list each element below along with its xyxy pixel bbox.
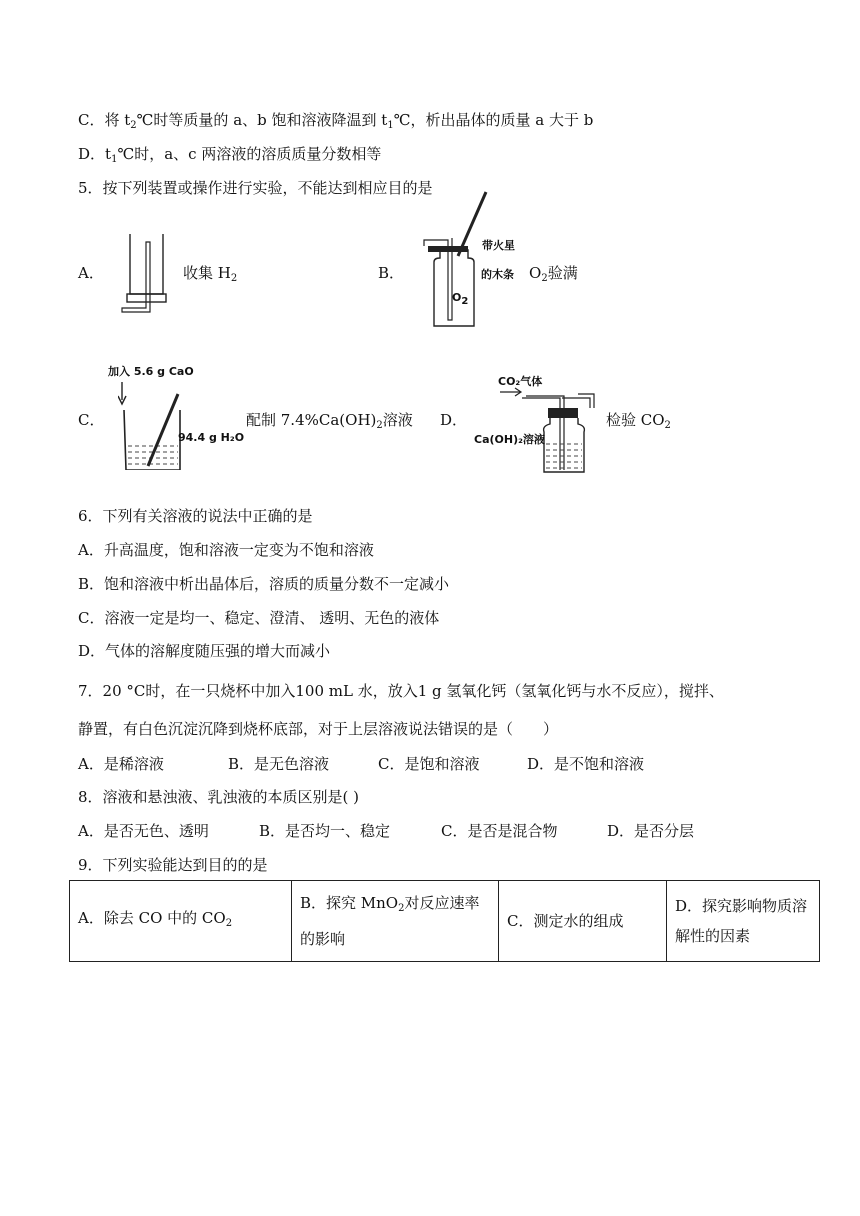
q5-a-letter: A．: [78, 264, 104, 282]
q7-option-d: D．是不饱和溶液: [527, 755, 645, 773]
q9-options-table: [69, 880, 820, 962]
q5-d-gas-label: CO₂气体: [498, 375, 543, 388]
q6-option-a: A．升高温度，饱和溶液一定变为不饱和溶液: [78, 541, 374, 559]
q5-a-text: 收集 $H_2$: [183, 264, 238, 284]
q5-d-solution-label: Ca(OH)₂溶液: [474, 433, 545, 446]
q8-option-a: A．是否无色、透明: [78, 822, 209, 840]
q8-stem: 8．溶液和悬浊液、乳浊液的本质区别是( ): [78, 788, 360, 806]
q5-c-text: 配制 $7.4\%Ca(OH)_2$溶液: [246, 411, 413, 431]
q9-cell-a: A．除去 CO 中的 $CO_2$: [70, 881, 292, 962]
q5-b-letter: B．: [378, 264, 405, 282]
q5-stem: 5．按下列装置或操作进行实验，不能达到相应目的是: [78, 179, 433, 197]
q5-b-o2-label: O2: [452, 291, 469, 307]
q8-option-b: B．是否均一、稳定: [259, 822, 391, 840]
q5-a-figure: [118, 232, 178, 316]
q5-c-figure-top-label: 加入 5.6 g CaO: [108, 365, 194, 378]
q7-stem-line2: 静置，有白色沉淀沉降到烧杯底部，对于上层溶液说法错误的是（ ）: [78, 720, 559, 738]
q4-option-c: C．将 $t_2℃$时等质量的 a、b 饱和溶液降温到 $t_1℃$，析出晶体的质量 a 大于 b: [78, 111, 594, 131]
q7-option-c: C．是饱和溶液: [378, 755, 480, 773]
q8-option-c: C．是否是混合物: [441, 822, 558, 840]
q7-option-a: A．是稀溶液: [78, 755, 164, 773]
q9-stem: 9．下列实验能达到目的的是: [78, 856, 268, 874]
q5-d-figure: [498, 380, 602, 474]
q7-option-b: B．是无色溶液: [228, 755, 330, 773]
q5-b-text: $O_2$验满: [529, 264, 578, 284]
q5-d-text: 检验 $CO_2$: [606, 411, 671, 431]
q4-option-d: D．$t_1℃$时，a、c 两溶液的溶质质量分数相等: [78, 145, 382, 165]
q5-c-figure: [118, 380, 188, 470]
q6-option-c: C．溶液一定是均一、稳定、澄清、 透明、无色的液体: [78, 609, 440, 627]
q6-option-b: B．饱和溶液中析出晶体后，溶质的质量分数不一定减小: [78, 575, 450, 593]
q5-c-letter: C．: [78, 411, 105, 429]
q5-c-water-label: 94.4 g H₂O: [178, 431, 245, 444]
q6-option-d: D．气体的溶解度随压强的增大而减小: [78, 642, 331, 660]
q6-stem: 6．下列有关溶液的说法中正确的是: [78, 507, 313, 525]
q9-cell-d: D．探究影响物质溶解性的因素: [667, 881, 820, 962]
q5-b-label-2: 的木条: [481, 268, 514, 281]
q5-b-label-1: 带火星: [482, 239, 515, 252]
q9-cell-b: B．探究 MnO$_2$对反应速率的影响: [292, 881, 499, 962]
q5-d-letter: D．: [440, 411, 468, 429]
q8-option-d: D．是否分层: [607, 822, 695, 840]
q9-cell-c: C．测定水的组成: [499, 881, 667, 962]
q7-stem-line1: 7．20 °C时，在一只烧杯中加入100 mL 水，放入1 g 氢氧化钙（氢氧化钙与水不反应），搅拌、: [78, 682, 724, 700]
